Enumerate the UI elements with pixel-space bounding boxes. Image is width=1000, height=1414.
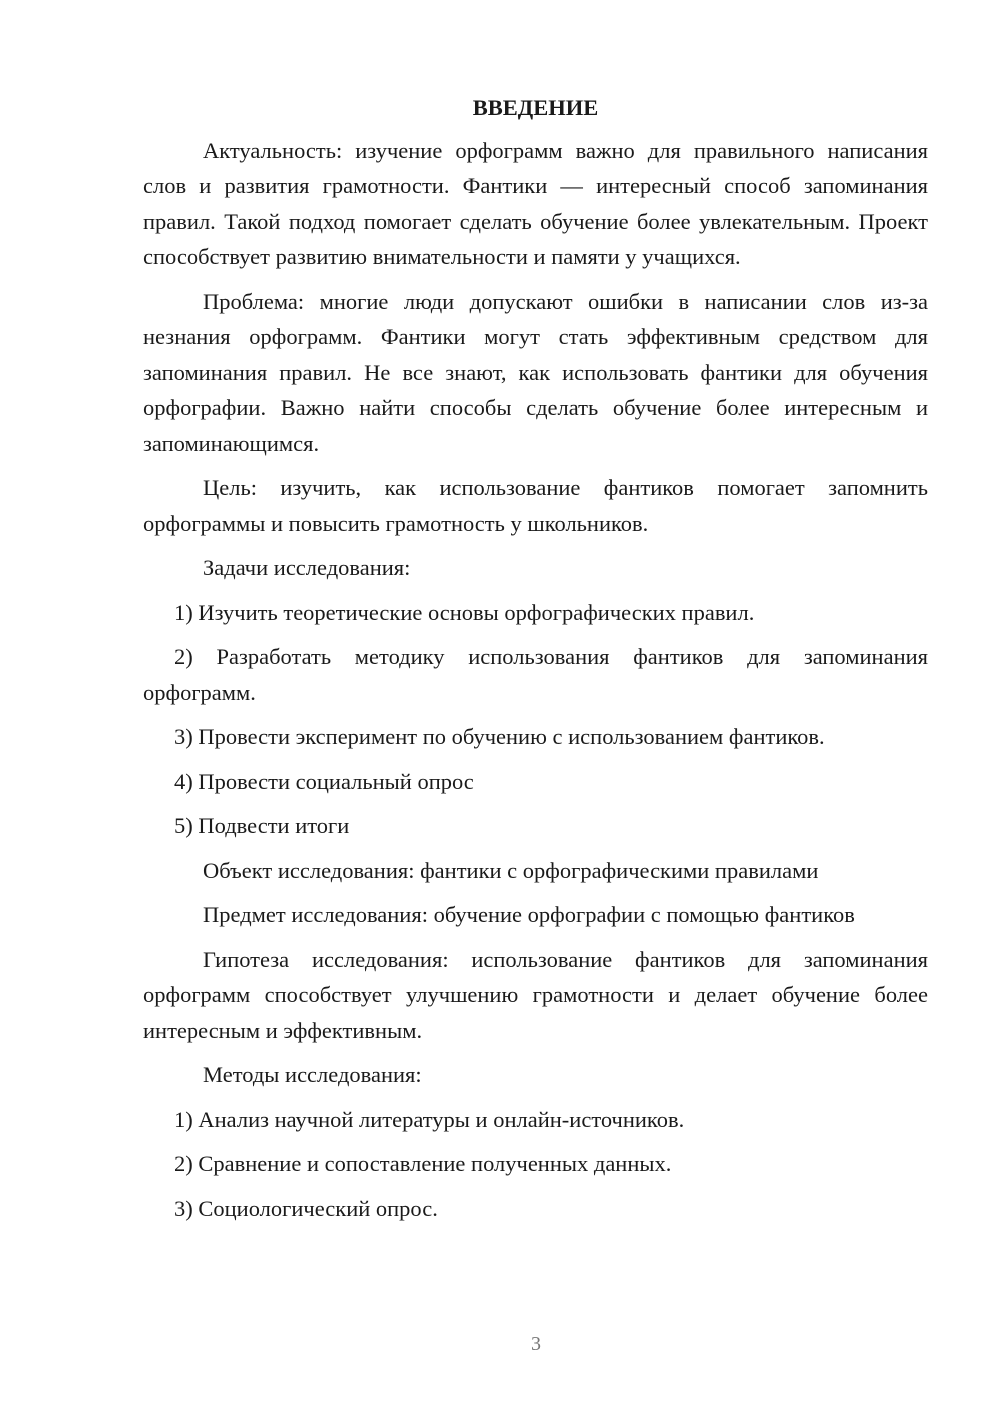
hypothesis-paragraph: Гипотеза исследования: использование фантиков для запоминания орфограмм способствует улучшению грамотности и делает обучение более интересным и эффективным. [143,946,928,1043]
subject-paragraph: Предмет исследования: обучение орфографии с помощью фантиков [203,902,855,927]
task-item: 2) Разработать методику использования фантиков для запоминания орфограмм. [143,644,928,705]
document-page [143,90,928,1235]
problem-paragraph: Проблема: многие люди допускают ошибки в написании слов из-за незнания орфограмм. Фантики могут стать эффективным средством для запоминания правил. Не все знают, как использовать фантики для обучения орфографии. Важно найти способы сделать обучение более интересным и запоминающимся. [143,288,928,456]
task-item: 5) Подвести итоги [174,813,350,838]
methods-heading: Методы исследования: [203,1062,422,1087]
object-paragraph: Объект исследования: фантики с орфографическими правилами [203,857,819,883]
relevance-paragraph: Актуальность: изучение орфограмм важно для правильного написания слов и развития грамотности. Фантики — интересный способ запоминания правил. Такой подход помогает сделать обучение более увлекательным. Проект способствует развитию внимательности и памяти у учащихся. [143,137,928,269]
method-item: 2) Сравнение и сопоставление полученных данных. [174,1151,672,1176]
task-item: 3) Провести эксперимент по обучению с использованием фантиков. [174,724,825,749]
method-item: 3) Социологический опрос. [174,1195,438,1221]
task-item: 1) Изучить теоретические основы орфографических правил. [174,599,755,625]
tasks-list [143,595,928,844]
task-item: 4) Провести социальный опрос [174,768,474,794]
page-number: 3 [531,1333,541,1355]
method-item: 1) Анализ научной литературы и онлайн-источников. [174,1106,685,1132]
methods-list [143,1102,928,1227]
section-title: ВВЕДЕНИЕ [472,95,599,120]
tasks-heading: Задачи исследования: [203,555,411,580]
goal-paragraph: Цель: изучить, как использование фантиков помогает запомнить орфограммы и повысить грамотность у школьников. [143,475,928,536]
